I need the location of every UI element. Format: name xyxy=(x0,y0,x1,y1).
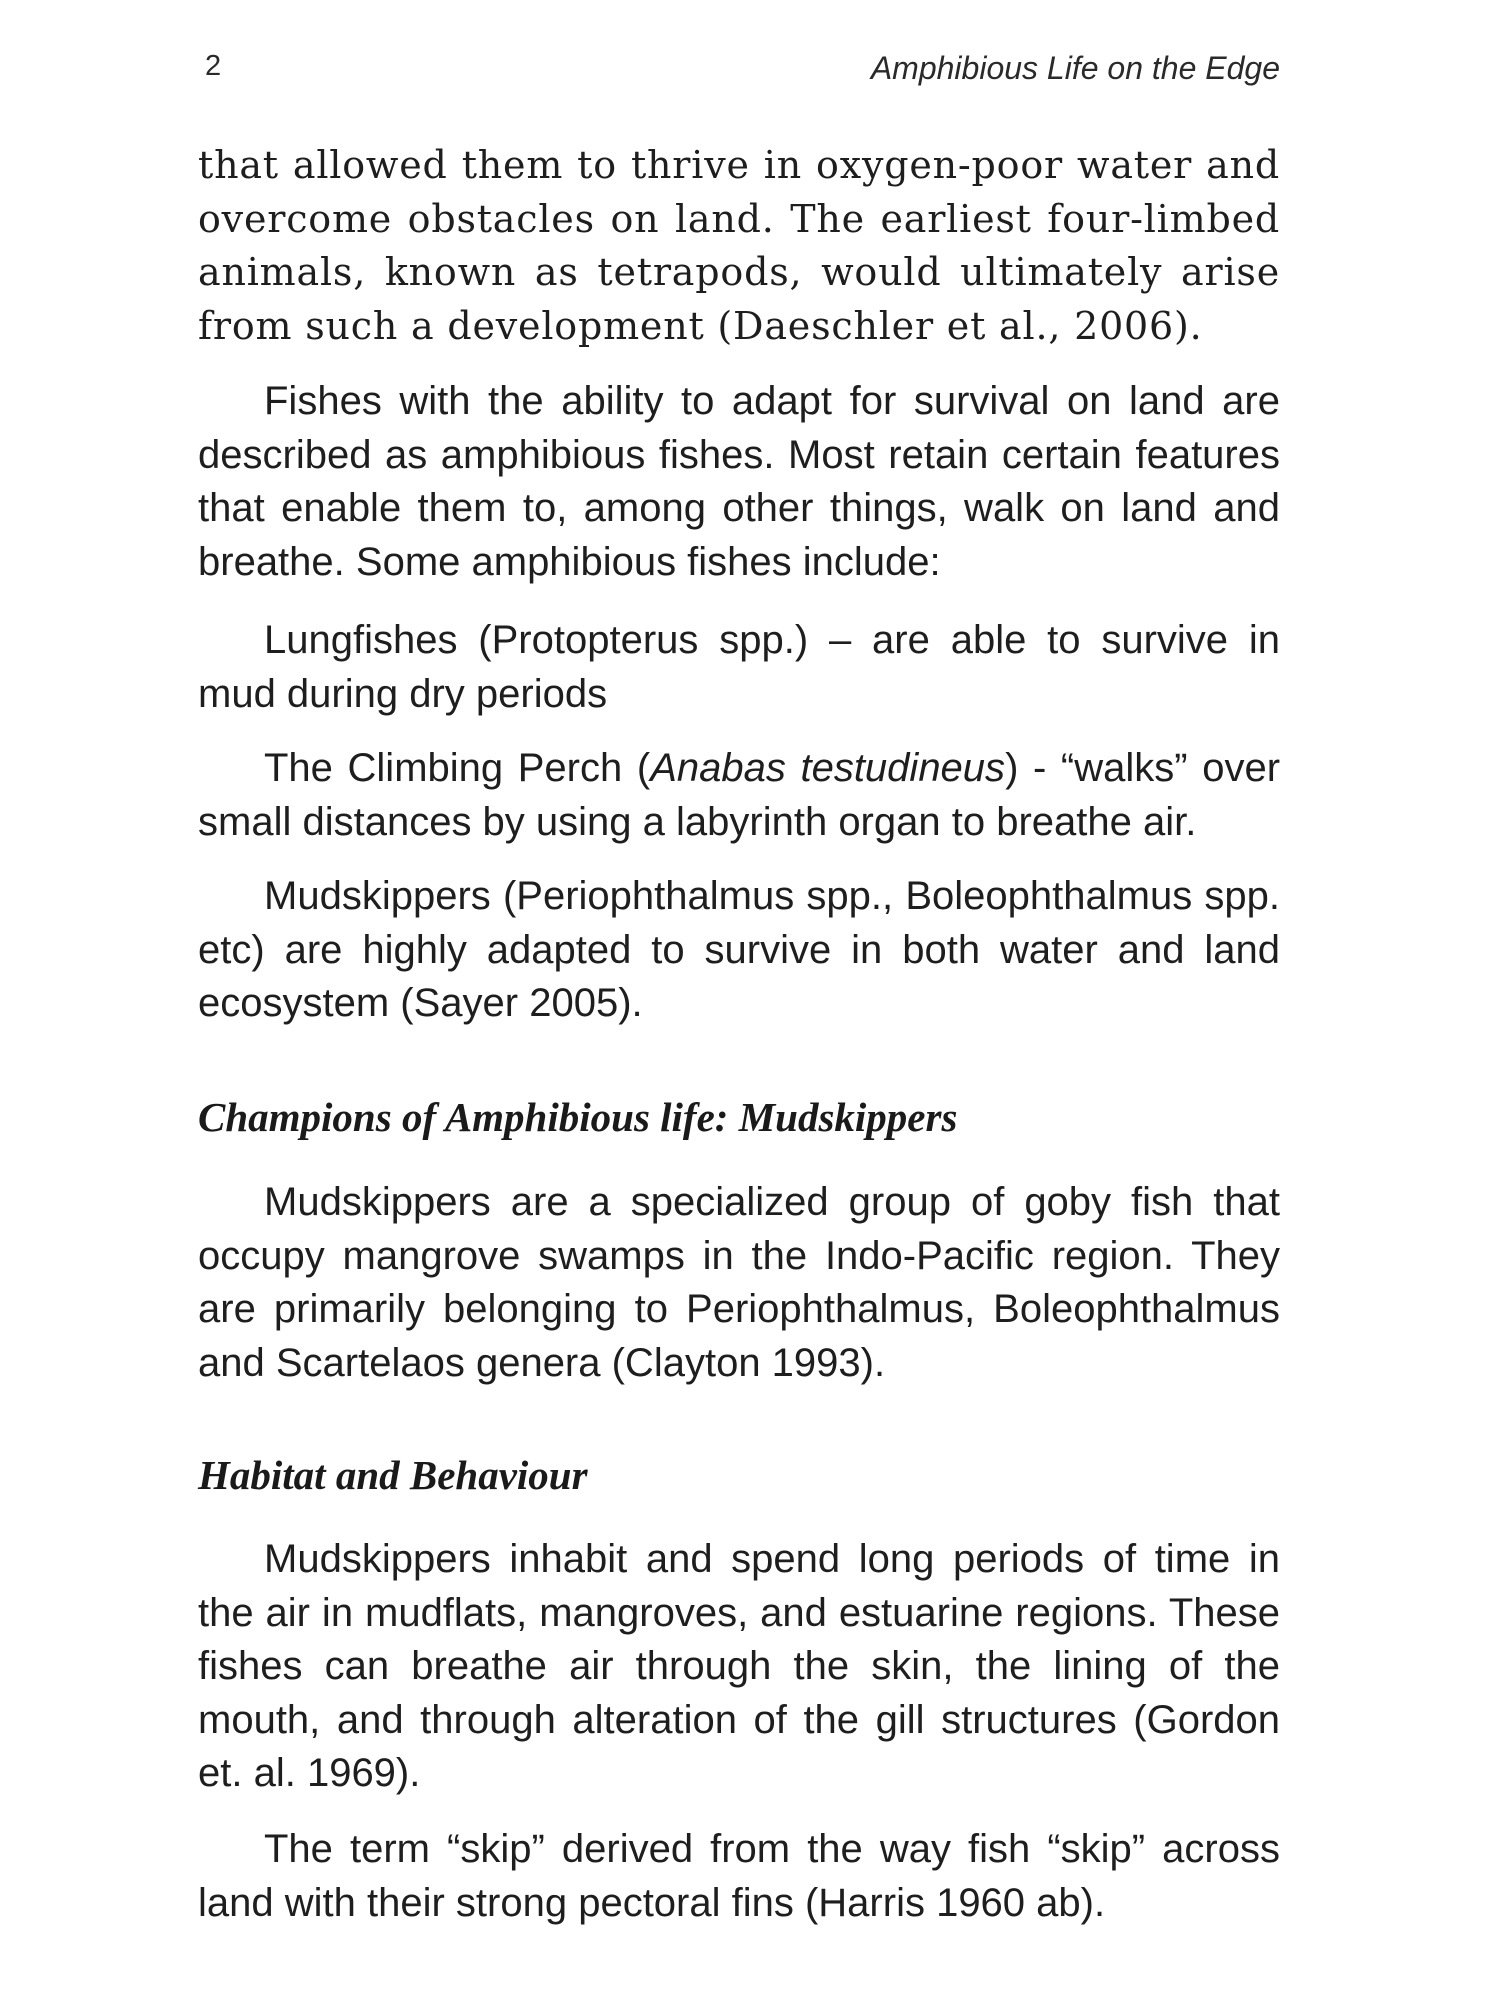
climbing-perch-text-start: The Climbing Perch ( xyxy=(264,746,651,790)
page-number: 2 xyxy=(205,50,222,82)
running-title: Amphibious Life on the Edge xyxy=(870,50,1280,86)
paragraph-lungfishes: Lungfishes (Protopterus spp.) – are able to survive in mud during dry periods xyxy=(198,618,1280,716)
heading-champions: Champions of Amphibious life: Mudskippers xyxy=(198,1094,958,1140)
paragraph-mudskippers-intro: Mudskippers (Periophthalmus spp., Boleophthalmus spp. etc) are highly adapted to survive in both water and land ecosystem (Sayer 2005). xyxy=(198,874,1280,1025)
species-name-italic: Anabas testudineus xyxy=(650,746,1006,790)
paragraph-habitat: Mudskippers inhabit and spend long periods of time in the air in mudflats, mangroves, and estuarine regions. These fishes can breathe air through the skin, the lining of the mouth, and through alteration of the gill structures (Gordon et. al. 1969). xyxy=(198,1537,1280,1795)
paragraph-amphibious-fishes: Fishes with the ability to adapt for survival on land are described as amphibious fishes. Most retain certain features that enable them to, among other things, walk on land and breathe. Some amphibious fishes include: xyxy=(198,379,1280,584)
paragraph-skip-term: The term “skip” derived from the way fish “skip” across land with their strong pectoral fins (Harris 1960 ab). xyxy=(198,1827,1280,1925)
paragraph-tetrapods: that allowed them to thrive in oxygen-poor water and overcome obstacles on land. The earliest four-limbed animals, known as tetrapods, would ultimately arise from such a development (Daeschler et al., 2006). xyxy=(198,143,1280,348)
climbing-perch-text-end: ) - “walks” over small distances by using a labyrinth organ to breathe air. xyxy=(198,746,1281,844)
heading-habitat: Habitat and Behaviour xyxy=(198,1452,588,1498)
paragraph-climbing-perch xyxy=(198,742,1280,849)
paragraph-goby-group: Mudskippers are a specialized group of goby fish that occupy mangrove swamps in the Indo-Pacific region. They are primarily belonging to Periophthalmus, Boleophthalmus and Scartelaos genera (Clayton 1993). xyxy=(198,1180,1280,1385)
